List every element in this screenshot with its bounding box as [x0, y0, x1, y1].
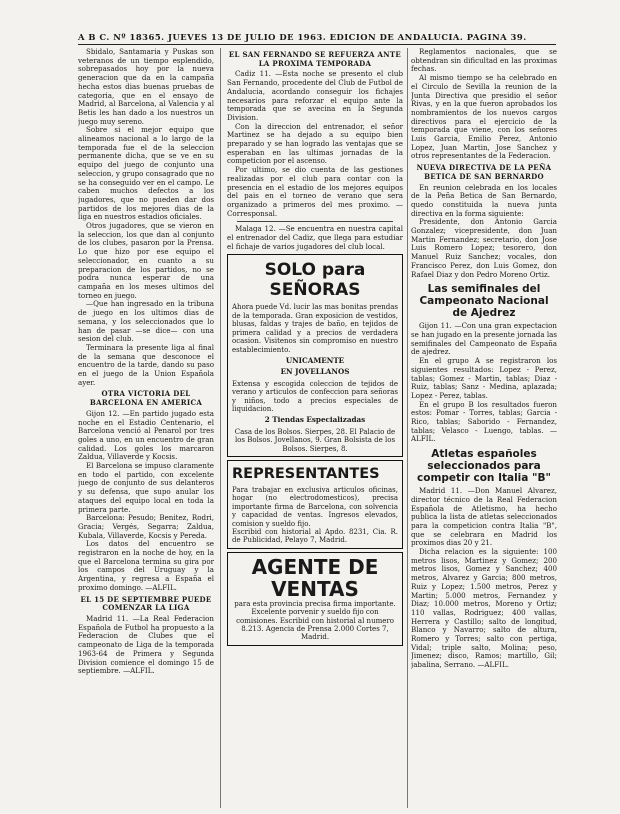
column-divider — [220, 48, 221, 808]
ad-title: REPRESENTANTES — [232, 465, 380, 482]
ad-subheading: EN JOVELLANOS — [280, 367, 350, 377]
ad-subheading: 2 Tiendas Especializadas — [264, 415, 366, 425]
ad-body: Extensa y escogida coleccion de tejidos de verano y articulos de confeccion para señoras y niños, todo a precios especiales de liquidacion. — [232, 379, 398, 413]
article-paragraph: El Barcelona se impuso claramente en todo el partido, con excelente juego de conjunto de sus delanteros y su defensa, que supo anular los ataques del equipo local en toda la primera parte. — [78, 461, 214, 514]
article-paragraph: En el grupo B los resultados fueron estos: Pomar - Torres, tablas; Garcia - Rico, tablas; Saborido - Fernandez, tablas; Velasco - Luengo, tablas. —ALFIL. — [411, 399, 557, 444]
column-1 — [78, 48, 214, 808]
article-paragraph: Con la direccion del entrenador, el señor Martinez se ha dejado a su equipo bien preparado y se han logrado las ventajas que se esperaban en las ultimas jornadas de la competicion por el ascenso. — [227, 121, 403, 166]
article-paragraph: Los datos del encuentro se registraron en la noche de hoy, en la que el Barcelona termina su gira por los campos del Uruguay y la Argentina, y regresa a España el proximo domingo. —ALFIL. — [78, 539, 214, 592]
article-paragraph: En reunion celebrada en los locales de la Peña Betica de San Bernardo, quedo constituida la nueva junta directiva en la forma siguiente: — [411, 182, 557, 218]
ad-title: SOLO para SEÑORAS — [264, 260, 366, 301]
article-headline: EL SAN FERNANDO SE REFUERZA ANTE LA PROXIMA TEMPORADA — [228, 50, 402, 68]
article-paragraph: Dicha relacion es la siguiente: 100 metros lisos, Martinez y Gomez; 200 metros lisos, Gomez y Sanchez; 400 metros, Alvarez y Garcia; 800 metros, Ruiz y Lopez; 1.500 metros, Perez y Martin; 5.000 metros, Fernandez y Diaz; 10.000 metros, Moreno y Ortiz; 110 vallas, Rodriguez; 400 vallas, Herrera y Castillo; salto de longitud, Blanco y Navarro; salto de altura, Romero y Torres; salto con pertiga, Vidal; triple salto, Molina; peso, Jimenez; disco, Ramos; martillo, Gil; jabalina, Serrano. —ALFIL. — [411, 547, 557, 670]
article-paragraph: Barcelona: Pesudo; Benitez, Rodri, Gracia; Vergés, Segarra; Zaldua, Kubala, Villaverde, Kocsis y Pereda. — [78, 513, 214, 540]
advertisement-representantes — [227, 460, 403, 549]
divider — [237, 221, 393, 222]
page-header: A B C. Nº 18365. JUEVES 13 DE JULIO DE 1963. EDICION DE ANDALUCIA. PAGINA 39. — [78, 32, 527, 42]
header-rule — [78, 44, 556, 45]
advertisement-senoras — [227, 254, 403, 457]
ad-body: Para trabajar en exclusiva articulos oficinas, hogar (no electrodomesticos), precisa importante firma de Barcelona, con solvencia y capacidad de ventas. Ingresos elevados, comision y sueldo fijo. — [232, 485, 398, 528]
article-paragraph: Cadiz 11. —Esta noche se presento el club San Fernando, procedente del Club de Futbol de Andalucia, acordando conseguir los fichajes necesarios para reforzar el equipo ante la temporada que se avecina en la Segunda Division. — [227, 69, 403, 122]
ad-body: Escribid con historial al Apdo. 8231, Cia. R. de Publicidad, Pelayo 7, Madrid. — [232, 528, 398, 545]
article-headline: EL 15 DE SEPTIEMBRE PUEDE COMENZAR LA LIGA — [80, 594, 212, 613]
article-paragraph: Gijon 12. —En partido jugado esta noche en el Estadio Centenario, el Barcelona venció al Penarol por tres goles a uno, en un encuentro de gran calidad. Los goles los marcaron Zaldua, Villaverde y Kocsis. — [78, 408, 214, 462]
article-paragraph: Reglamentos nacionales, que se obtendran sin dificultad en las proximas fechas. — [411, 48, 557, 74]
ad-title: AGENTE DE — [251, 554, 379, 579]
ad-body: Ahora puede Vd. lucir las mas bonitas prendas de la temporada. Gran exposicion de vestidos, blusas, faldas y trajes de baño, en tejidos de primera calidad y a precios de verdadera ocasion. Visitenos sin compromiso en nuestro establecimiento. — [232, 303, 398, 354]
advertisement-agente-ventas — [227, 552, 403, 646]
article-paragraph: Sbidalo, Santamaria y Puskas son veteranos de un tiempo esplendido, sobrepasados hoy por la nueva generacion que da en la campaña hecha estos dias buenas pruebas de categoria, que en el ensayo de Madrid, al Barcelona, al Valencia y al Betis les han dado a los nuestros un juego muy sereno. — [78, 48, 214, 126]
article-paragraph: Malaga 12. —Se encuentra en nuestra capital el entrenador del Cadiz, que llega para estudiar el fichaje de varios jugadores del club local. — [227, 224, 403, 251]
ad-addresses: Casa de los Bolsos. Sierpes, 28. El Palacio de los Bolsos. Jovellanos, 9. Gran Bolsista de los Bolsos. Sierpes, 8. — [234, 427, 396, 453]
article-paragraph: En el grupo A se registraron los siguientes resultados: Lopez - Perez, tablas; Gomez - Martin, tablas; Diaz - Ruiz, tablas; Sanz - Medina, aplazada; Lopez - Perez, tablas. — [411, 356, 557, 400]
article-headline: Atletas españoles seleccionados para competir con Italia "B" — [417, 448, 551, 485]
article-paragraph: —Que han ingresado en la tribuna de juego en los ultimos dias de semana, y los seleccionados que lo han de pasar —se dice— con una sesion del club. — [78, 299, 214, 344]
article-paragraph: Otros jugadores, que se vieron en la seleccion, los que dan al conjunto de los clubes, pasaron por la Prensa. Lo que hizo por ese equipo el seleccionador, en cuanto a su preparacion de los partidos, no se podra nunca esperar de una campaña en los meses ultimos del torneo en juego. — [78, 221, 214, 300]
column-2 — [227, 48, 403, 808]
column-3 — [411, 48, 557, 808]
ad-title: VENTAS — [271, 576, 359, 601]
article-paragraph: Gijon 11. —Con una gran expectacion se han jugado en la presente jornada las semifinales del Campeonato de España de ajedrez. — [411, 321, 557, 357]
article-headline: Las semifinales del Campeonato Nacional de Ajedrez — [419, 283, 549, 320]
ad-body: para esta provincia precisa firma importante. Excelente porvenir y sueldo fijo con comisiones. Escribid con historial al numero 8.213. Agencia de Prensa 2.000 Cortes 7, Madrid. — [234, 599, 396, 642]
article-headline: OTRA VICTORIA DEL BARCELONA EN AMERICA — [89, 389, 203, 408]
column-divider — [407, 48, 408, 808]
article-paragraph: Presidente, don Antonio Garcia Gonzalez; vicepresidente, don Juan Martin Fernandez; secretario, don Jose Luis Romero Lopez; tesorero, don Manuel Ruiz Sanchez; vocales, don Francisco Perez, don Luis Gomez, don Rafael Diaz y don Pedro Moreno Ortiz. — [411, 217, 557, 279]
article-paragraph: Al mismo tiempo se ha celebrado en el Circulo de Sevilla la reunion de la Junta Directiva que presidio el señor Rivas, y en la que fueron aprobados los nombramientos de los nuevos cargos directivos para el ejercicio de la temporada que viene, con los señores Luis Garcia, Emilio Perez, Antonio Lopez, Juan Martin, Jose Sanchez y otros representantes de la Federacion. — [411, 73, 557, 161]
article-paragraph: Por ultimo, se dio cuenta de las gestiones realizadas por el club para contar con la presencia en el estadio de los mejores equipos del pais en el torneo de verano que sera organizado a primeros del mes proximo. —Corresponsal. — [227, 165, 403, 218]
article-paragraph: Terminara la presente liga al final de la semana que desconoce el encuentro de la tarde, dando su paso en el juego de la Union Española ayer. — [78, 342, 214, 387]
article-headline: NUEVA DIRECTIVA DE LA PEÑA BETICA DE SAN BERNARDO — [416, 163, 552, 181]
ad-subheading: UNICAMENTE — [285, 355, 345, 365]
article-paragraph: Madrid 11. —La Real Federacion Española de Futbol ha propuesto a la Federacion de Clubes que el campeonato de Liga de la temporada 1963-64 de Primera y Segunda Division comience el domingo 15 de septiembre. —ALFIL. — [78, 614, 214, 676]
article-paragraph: Madrid 11. —Don Manuel Alvarez, director técnico de la Real Federacion Española de Atletismo, ha hecho publica la lista de atletas seleccionados para la competicion contra Italia "B", que se celebrara en Madrid los proximos dias 20 y 21. — [411, 486, 557, 548]
article-paragraph: Sobre si el mejor equipo que alineamos nacional a lo largo de la temporada fue el de la seleccion permanente dicha, que se ve en su equipo del juego de conjunto una seleccion, y grupo consagrado que no se ha conseguido ver en el campo. Le caben muchos defectos a los jugadores, que no pueden dar dos partidos de los mejores dias de la liga en nuestros estadios oficiales. — [78, 125, 214, 222]
